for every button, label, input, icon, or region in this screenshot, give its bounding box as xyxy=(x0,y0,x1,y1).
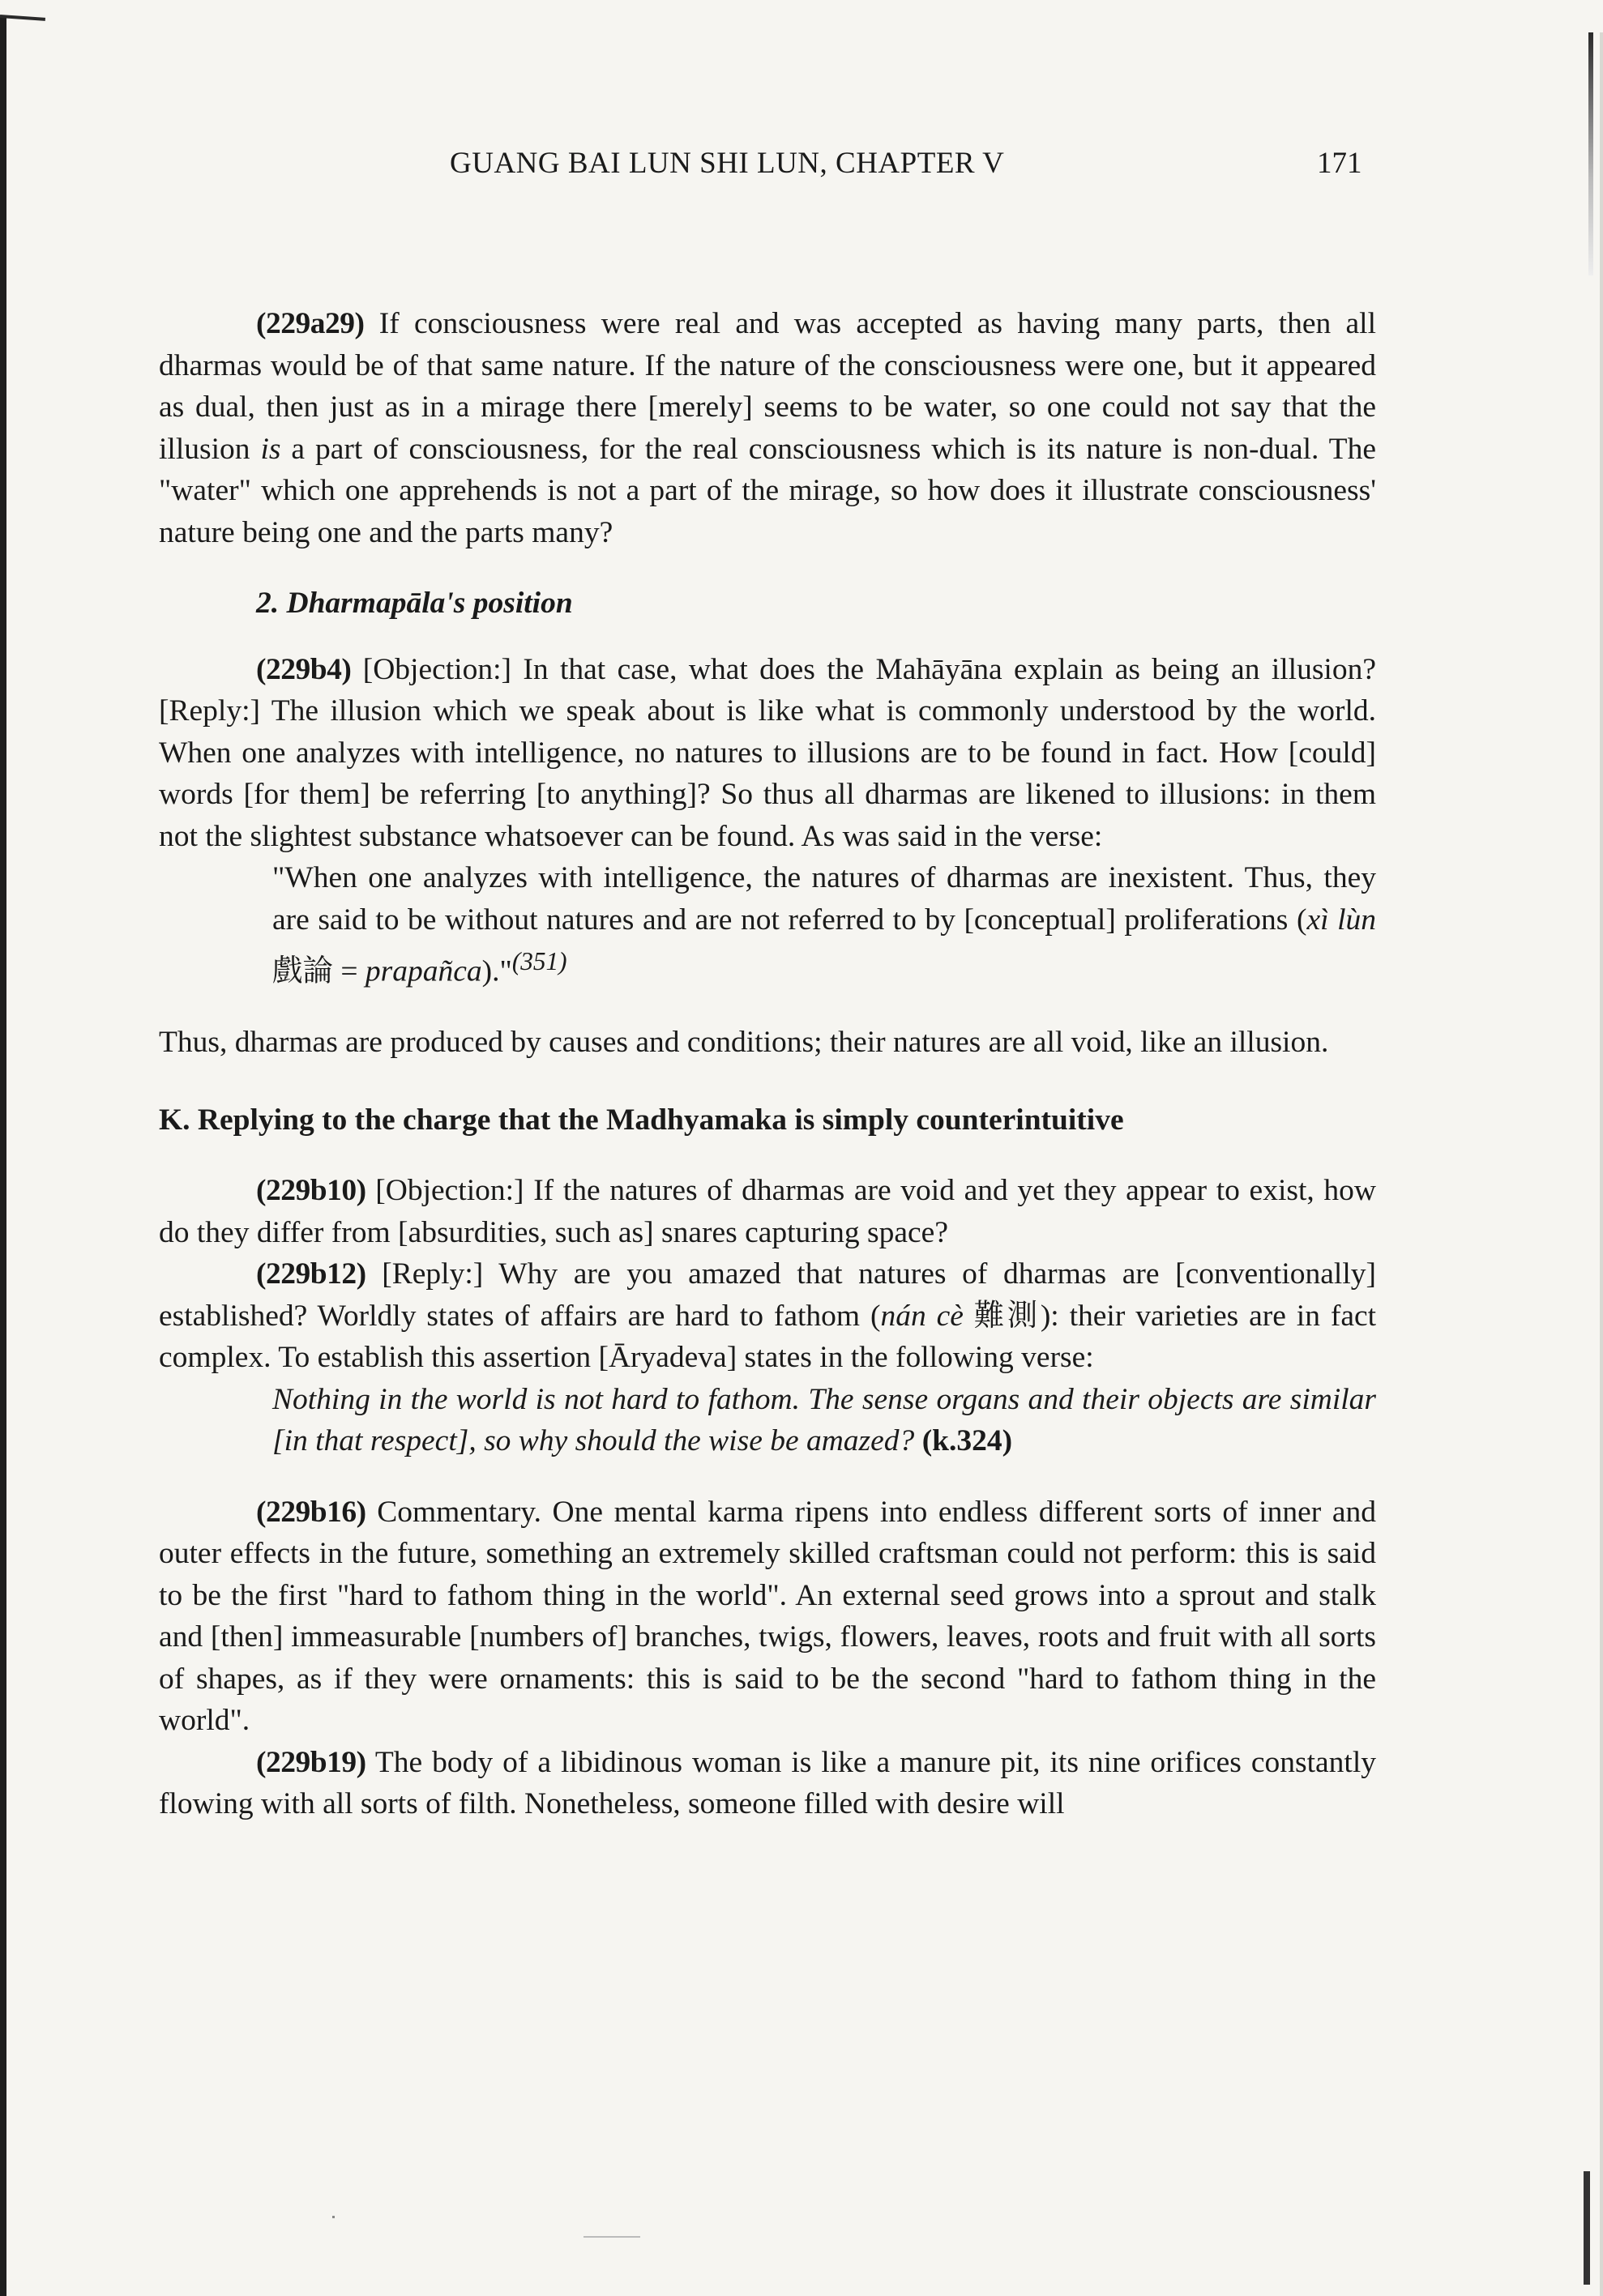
paragraph-ref: (229b16) xyxy=(256,1495,366,1529)
scan-speck xyxy=(583,2236,640,2238)
karika-verse xyxy=(272,1379,1376,1462)
paragraph-ref: (229b10) xyxy=(256,1174,366,1207)
chinese-term: 戲論 xyxy=(272,954,333,988)
pinyin: xì lùn xyxy=(1306,903,1376,937)
paragraph-text: Thus, dharmas are produced by causes and conditions; their natures are all void, like an illusion. xyxy=(159,1026,1329,1059)
equals-sign: = xyxy=(333,954,365,988)
paragraph-229a29 xyxy=(159,303,1376,553)
scan-edge-right xyxy=(1600,32,1603,2296)
paragraph-ref: (229b19) xyxy=(256,1745,366,1779)
paragraph-text: ): their varieties are in fact complex. To establish this assertion [Āryadeva] states in the following verse: xyxy=(159,1299,1377,1374)
paragraph-text: [Reply:] Why are you amazed that natures of dharmas are [conventionally] established? Worldly states of affairs are hard to fathom ( xyxy=(159,1257,1376,1333)
paragraph-229b16 xyxy=(159,1492,1376,1742)
scan-edge-top xyxy=(0,15,45,21)
emphasis: is xyxy=(260,432,281,466)
paragraph-text: [Objection:] In that case, what does the Mahāyāna explain as being an illusion? [Reply:] The illusion which we speak about is like what is commonly understood by the world. When one analyzes with intelligence, no natures to illusions are to be found in fact. How [could] words [for them] be referring [to anything]? So thus all dharmas are likened to illusions: in them not the slightest substance whatsoever can be found. As was said in the verse: xyxy=(159,652,1376,853)
sanskrit-term: prapañca xyxy=(365,954,482,988)
paragraph-text: The body of a libidinous woman is like a manure pit, its nine orifices constantly flowing with all sorts of filth. Nonetheless, someone filled with desire will xyxy=(159,1745,1376,1820)
paragraph-text: [Objection:] If the natures of dharmas are void and yet they appear to exist, how do they differ from [absurdities, such as] snares capturing space? xyxy=(159,1174,1376,1249)
paragraph-ref: (229b12) xyxy=(256,1257,366,1291)
paragraph-ref: (229a29) xyxy=(256,307,365,340)
quote-text: "When one analyzes with intelligence, the natures of dharmas are inexistent. Thus, they are said to be without natures and are not referred to by [conceptual] proliferations ( xyxy=(272,861,1376,937)
paragraph-ref: (229b4) xyxy=(256,652,352,686)
footnote-ref: (351) xyxy=(511,947,567,975)
chinese-term: 難測 xyxy=(973,1299,1041,1333)
karika-ref: (k.324) xyxy=(921,1424,1013,1457)
running-head: GUANG BAI LUN SHI LUN, CHAPTER V xyxy=(450,147,1005,180)
paragraph-229b12 xyxy=(159,1253,1376,1379)
verse-text: Nothing in the world is not hard to fathom. The sense organs and their objects are similar [in that respect], so why should the wise be amazed? xyxy=(272,1382,1376,1457)
paragraph-text: a part of consciousness, for the real consciousness which is its nature is non-dual. The "water" which one apprehends is not a part of the mirage, so how does it illustrate consciousness' nature being one and the parts many? xyxy=(159,432,1376,549)
binding-shadow xyxy=(1588,32,1593,275)
paragraph-thus xyxy=(159,1022,1376,1064)
scan-edge-left xyxy=(0,16,6,2296)
verse-quotation xyxy=(272,857,1376,992)
page-body xyxy=(159,303,1376,1825)
paragraph-text: If consciousness were real and was accepted as having many parts, then all dharmas would be of that same nature. If the nature of the consciousness were one, but it appeared as dual, then just as in a mirage there [merely] seems to be water, so one could not say that the illusion xyxy=(159,307,1376,466)
binding-shadow-bottom xyxy=(1584,2171,1590,2285)
section-heading-k: K. Replying to the charge that the Madhyamaka is simply counterintuitive xyxy=(159,1103,1124,1137)
pinyin: nán cè xyxy=(880,1299,964,1333)
subsection-heading: 2. Dharmapāla's position xyxy=(256,587,573,620)
paragraph-229b19 xyxy=(159,1742,1376,1825)
paragraph-229b10 xyxy=(159,1170,1376,1253)
scan-speck xyxy=(332,2216,335,2218)
paragraph-text: Commentary. One mental karma ripens into endless different sorts of inner and outer effects in the future, something an extremely skilled craftsman could not perform: this is said to be the first "hard to fathom thing in the world". An external seed grows into a sprout and stalk and [then] immeasurable [numbers of] branches, twigs, flowers, leaves, roots and fruit with all sorts of shapes, as if they were ornaments: this is said to be the second "hard to fathom thing in the world". xyxy=(159,1495,1376,1737)
quote-close: )." xyxy=(481,954,512,988)
paragraph-229b4 xyxy=(159,649,1376,858)
page-number: 171 xyxy=(1317,147,1362,180)
